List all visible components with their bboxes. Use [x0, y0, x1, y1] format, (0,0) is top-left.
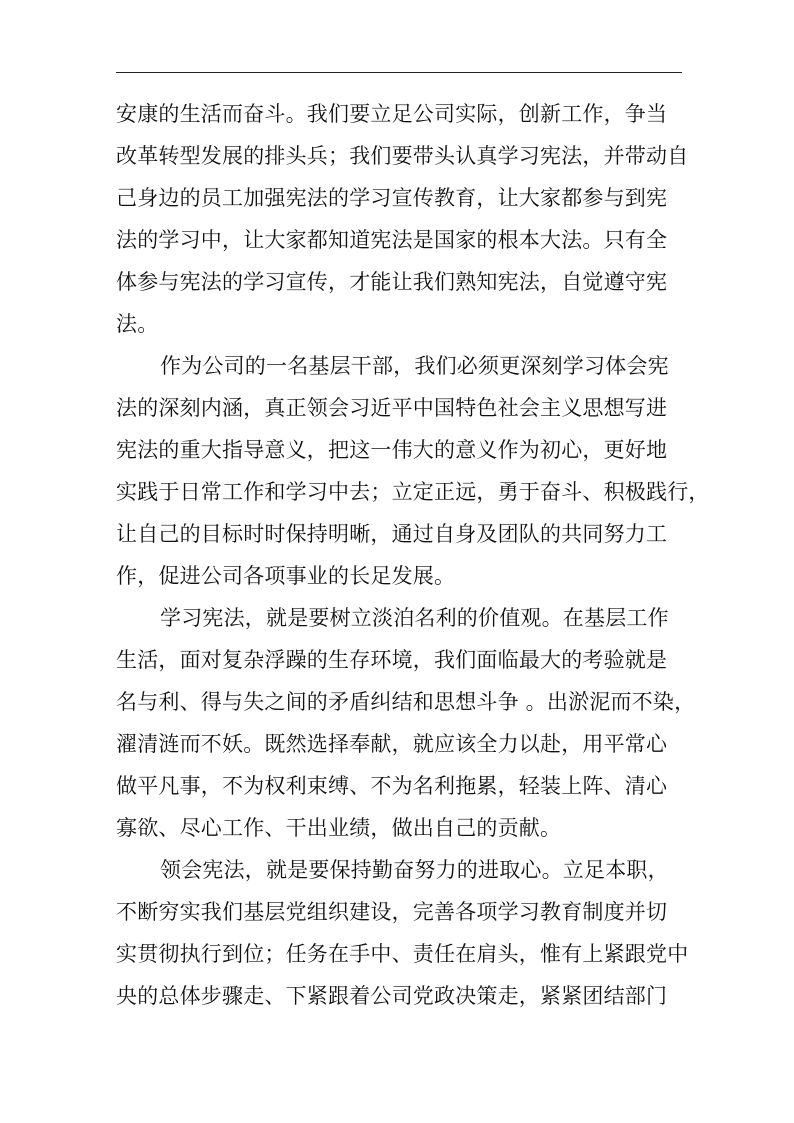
text-line: 让自己的目标时时保持明晰，通过自身及团队的共同努力工 — [116, 522, 668, 546]
paragraph-first-line: 领会宪法，就是要保持勤奋努力的进取心。立足本职， — [160, 858, 669, 882]
text-line: 宪法的重大指导意义，把这一伟大的意义作为初心，更好地 — [116, 438, 668, 462]
text-line: 己身边的员工加强宪法的学习宣传教育，让大家都参与到宪 — [116, 186, 668, 210]
text-line: 实贯彻执行到位；任务在手中、责任在肩头，惟有上紧跟党中 — [116, 942, 689, 966]
text-line: 法的深刻内涵，真正领会习近平中国特色社会主义思想写进 — [116, 396, 668, 420]
text-line: 不断穷实我们基层党组织建设，完善各项学习教育制度并切 — [116, 900, 668, 924]
text-line: 寡欲、尽心工作、干出业绩，做出自己的贡献。 — [116, 816, 562, 840]
text-line: 改革转型发展的排头兵；我们要带头认真学习宪法，并带动自 — [116, 144, 689, 168]
text-line: 濯清涟而不妖。既然选择奉献，就应该全力以赴，用平常心 — [116, 732, 668, 756]
text-line: 法。 — [116, 312, 159, 336]
text-line: 央的总体步骤走、下紧跟着公司党政决策走，紧紧团结部门 — [116, 984, 668, 1008]
text-line: 作，促进公司各项事业的长足发展。 — [116, 564, 456, 588]
paragraph-first-line: 作为公司的一名基层干部，我们必须更深刻学习体会宪 — [160, 354, 669, 378]
text-line: 名与利、得与失之间的矛盾纠结和思想斗争 。出淤泥而不染， — [116, 690, 696, 714]
text-line: 生活，面对复杂浮躁的生存环境，我们面临最大的考验就是 — [116, 648, 668, 672]
paragraph-first-line: 学习宪法，就是要树立淡泊名利的价值观。在基层工作 — [160, 606, 669, 630]
text-line: 实践于日常工作和学习中去；立定正远，勇于奋斗、积极践行， — [116, 480, 710, 504]
text-line: 做平凡事，不为权利束缚、不为名利拖累，轻装上阵、清心 — [116, 774, 668, 798]
text-line: 法的学习中，让大家都知道宪法是国家的根本大法。只有全 — [116, 228, 668, 252]
text-line: 安康的生活而奋斗。我们要立足公司实际，创新工作，争当 — [116, 102, 668, 126]
text-line: 体参与宪法的学习宣传，才能让我们熟知宪法，自觉遵守宪 — [116, 270, 668, 294]
